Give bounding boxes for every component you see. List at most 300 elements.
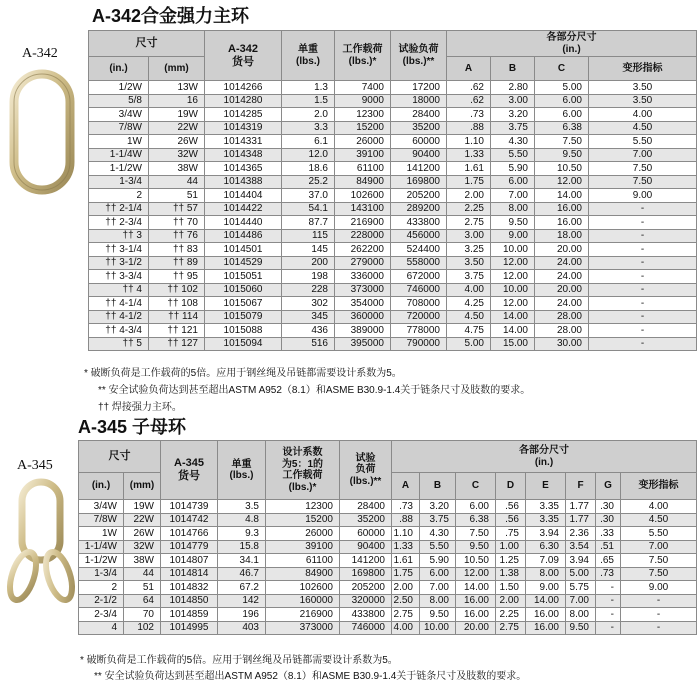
- table-cell: 5.90: [491, 162, 535, 176]
- table-row: [79, 527, 697, 541]
- table-cell: 6.1: [282, 135, 335, 149]
- table-cell: 10.00: [420, 621, 456, 635]
- table-cell: 14.00: [491, 324, 535, 338]
- table-cell: †† 4: [89, 283, 149, 297]
- table-cell: -: [596, 621, 621, 635]
- table-cell: 51: [124, 581, 161, 595]
- table-cell: 20.00: [456, 621, 496, 635]
- table-cell: 7.09: [526, 554, 566, 568]
- table-cell: 336000: [335, 270, 391, 284]
- table-cell: †† 70: [149, 216, 205, 230]
- wll-unit: (lbs.)*: [288, 481, 317, 493]
- in-header: (in.): [89, 57, 149, 81]
- table-cell: -: [589, 256, 697, 270]
- table-row: [89, 189, 697, 203]
- dims-header: [447, 31, 697, 57]
- table-cell: 1014742: [161, 513, 218, 527]
- table-cell: 389000: [335, 324, 391, 338]
- table-cell: -: [589, 337, 697, 351]
- table-row: [79, 594, 697, 608]
- weight-header: [218, 441, 266, 500]
- table-cell: 70: [124, 608, 161, 622]
- table-cell: 9.00: [491, 229, 535, 243]
- table-cell: 28400: [340, 500, 392, 514]
- table-cell: 433800: [340, 608, 392, 622]
- table-cell: †† 108: [149, 297, 205, 311]
- table-row: [89, 175, 697, 189]
- dim-a-header: A: [447, 57, 491, 81]
- table-row: [89, 121, 697, 135]
- table-cell: †† 2-3/4: [89, 216, 149, 230]
- table-cell: 1014501: [205, 243, 282, 257]
- table-cell: -: [589, 283, 697, 297]
- table-cell: 2.00: [447, 189, 491, 203]
- table-cell: 1014422: [205, 202, 282, 216]
- table-cell: †† 3-1/4: [89, 243, 149, 257]
- table-cell: 54.1: [282, 202, 335, 216]
- table-cell: 84900: [335, 175, 391, 189]
- table-cell: 4.00: [392, 621, 420, 635]
- table-cell: 2.75: [392, 608, 420, 622]
- table-cell: 9.00: [526, 581, 566, 595]
- table-cell: 1.33: [447, 148, 491, 162]
- table-cell: 14.00: [526, 594, 566, 608]
- wll-label-line1: 设计系数: [282, 447, 323, 458]
- table-cell: 5.00: [566, 567, 596, 581]
- table-cell: 524400: [391, 243, 447, 257]
- table-cell: 7.00: [491, 189, 535, 203]
- table-cell: .75: [496, 527, 526, 541]
- table-cell: 14.00: [456, 581, 496, 595]
- table-cell: 61100: [335, 162, 391, 176]
- table-cell: 1-1/2W: [89, 162, 149, 176]
- table-cell: 4.75: [447, 324, 491, 338]
- table-cell: -: [621, 608, 697, 622]
- table-cell: 90400: [340, 540, 392, 554]
- table-cell: 7.00: [589, 148, 697, 162]
- table-cell: 145: [282, 243, 335, 257]
- table-cell: 12.00: [491, 256, 535, 270]
- table-cell: 7400: [335, 81, 391, 95]
- proof-label-line2: 负荷: [355, 464, 376, 476]
- table-cell: 2: [79, 581, 124, 595]
- table-cell: 1-1/4W: [79, 540, 124, 554]
- table-cell: 279000: [335, 256, 391, 270]
- table-cell: 1014266: [205, 81, 282, 95]
- table-row: [79, 567, 697, 581]
- table-cell: 20.00: [535, 283, 589, 297]
- table-cell: 2: [89, 189, 149, 203]
- table-cell: 26W: [149, 135, 205, 149]
- table-cell: 1-3/4: [79, 567, 124, 581]
- table-cell: 516: [282, 337, 335, 351]
- table-cell: 18.00: [535, 229, 589, 243]
- table-cell: 1.00: [496, 540, 526, 554]
- table-cell: 746000: [340, 621, 392, 635]
- table-cell: 1014995: [161, 621, 218, 635]
- table-cell: 289200: [391, 202, 447, 216]
- table-cell: .33: [596, 527, 621, 541]
- table-cell: .73: [596, 567, 621, 581]
- table-cell: .73: [392, 500, 420, 514]
- table-row: [89, 337, 697, 351]
- table-cell: 67.2: [218, 581, 266, 595]
- table-cell: 3.50: [447, 256, 491, 270]
- table-cell: 1015094: [205, 337, 282, 351]
- table-cell: 708000: [391, 297, 447, 311]
- dim-a-header: A: [392, 473, 420, 500]
- table-cell: 10.00: [491, 243, 535, 257]
- table-cell: 20.00: [535, 243, 589, 257]
- size-header: 尺寸: [89, 31, 205, 57]
- table-row: [89, 81, 697, 95]
- table-cell: 16.00: [535, 216, 589, 230]
- mm-header: (mm): [124, 473, 161, 500]
- table-cell: 10.50: [535, 162, 589, 176]
- table-cell: 1014814: [161, 567, 218, 581]
- table-cell: 5.50: [420, 540, 456, 554]
- dim-g-header: G: [596, 473, 621, 500]
- table-cell: .62: [447, 94, 491, 108]
- table-cell: 3.50: [589, 81, 697, 95]
- table-cell: 9.50: [535, 148, 589, 162]
- table-cell: 205200: [391, 189, 447, 203]
- table-cell: 6.00: [420, 567, 456, 581]
- table-cell: 2.75: [447, 216, 491, 230]
- table-cell: 1014365: [205, 162, 282, 176]
- table-row: [89, 148, 697, 162]
- table-cell: 24.00: [535, 270, 589, 284]
- table-cell: 7.50: [456, 527, 496, 541]
- table-cell: 12.00: [491, 297, 535, 311]
- table-cell: †† 4-1/2: [89, 310, 149, 324]
- table-cell: 6.00: [491, 175, 535, 189]
- table-cell: 24.00: [535, 297, 589, 311]
- wll-header: [335, 31, 391, 81]
- table-cell: 6.38: [535, 121, 589, 135]
- table-cell: 4.25: [447, 297, 491, 311]
- table-cell: 9.00: [621, 581, 697, 595]
- table-row: [89, 135, 697, 149]
- table-cell: 26W: [124, 527, 161, 541]
- table-cell: -: [596, 594, 621, 608]
- table-cell: 37.0: [282, 189, 335, 203]
- table-cell: 169800: [340, 567, 392, 581]
- table-cell: 3.20: [491, 108, 535, 122]
- table-cell: †† 5: [89, 337, 149, 351]
- weight-label: 单重: [298, 44, 318, 55]
- table-cell: 19W: [124, 500, 161, 514]
- table-cell: 3.75: [420, 513, 456, 527]
- part-no-label: 货号: [178, 470, 200, 482]
- table-row: [79, 500, 697, 514]
- table-cell: 1014850: [161, 594, 218, 608]
- table-cell: 19W: [149, 108, 205, 122]
- table-cell: 6.00: [535, 108, 589, 122]
- table-row: [89, 324, 697, 338]
- table-cell: 1015060: [205, 283, 282, 297]
- table-cell: 2.36: [566, 527, 596, 541]
- table-cell: 1.10: [447, 135, 491, 149]
- table-cell: 395000: [335, 337, 391, 351]
- table-row: [79, 608, 697, 622]
- table-cell: †† 95: [149, 270, 205, 284]
- table-cell: 3.5: [218, 500, 266, 514]
- table-row: [79, 621, 697, 635]
- table-cell: 22W: [149, 121, 205, 135]
- a342-note-2: ** 安全试验负荷达到甚至超出ASTM A952（8.1）和ASME B30.9-1.4关于链条尺寸及肢数的要求。: [98, 385, 531, 396]
- table-cell: -: [589, 229, 697, 243]
- table-cell: 1-1/4W: [89, 148, 149, 162]
- table-cell: 28.00: [535, 324, 589, 338]
- table-cell: 1014739: [161, 500, 218, 514]
- table-cell: 3.35: [526, 500, 566, 514]
- table-cell: †† 3: [89, 229, 149, 243]
- table-cell: 4.30: [491, 135, 535, 149]
- table-cell: -: [589, 297, 697, 311]
- table-cell: 13W: [149, 81, 205, 95]
- table-cell: 12.0: [282, 148, 335, 162]
- table-cell: 1/2W: [89, 81, 149, 95]
- table-cell: 34.1: [218, 554, 266, 568]
- wll-unit: (lbs.)*: [348, 55, 377, 67]
- table-cell: 12.00: [491, 270, 535, 284]
- table-cell: 15.00: [491, 337, 535, 351]
- table-cell: 10.50: [456, 554, 496, 568]
- table-cell: 198: [282, 270, 335, 284]
- table-cell: 15200: [335, 121, 391, 135]
- table-cell: 60000: [391, 135, 447, 149]
- table-row: [89, 202, 697, 216]
- table-cell: 28.00: [535, 310, 589, 324]
- table-cell: 3/4W: [79, 500, 124, 514]
- a345-title: A-345 子母环: [78, 417, 187, 437]
- table-cell: 1014832: [161, 581, 218, 595]
- table-cell: .56: [496, 500, 526, 514]
- table-row: [89, 310, 697, 324]
- table-cell: 403: [218, 621, 266, 635]
- table-cell: †† 4-3/4: [89, 324, 149, 338]
- dim-c-header: C: [535, 57, 589, 81]
- table-cell: 3.75: [491, 121, 535, 135]
- table-cell: 1014766: [161, 527, 218, 541]
- table-cell: 1.25: [496, 554, 526, 568]
- table-cell: 5/8: [89, 94, 149, 108]
- table-cell: 102: [124, 621, 161, 635]
- table-cell: 7.00: [621, 540, 697, 554]
- table-cell: -: [596, 581, 621, 595]
- table-cell: 87.7: [282, 216, 335, 230]
- table-cell: 6.00: [456, 500, 496, 514]
- table-cell: 354000: [335, 297, 391, 311]
- table-cell: 12300: [266, 500, 340, 514]
- proof-header: [391, 31, 447, 81]
- table-cell: 228000: [335, 229, 391, 243]
- wll-label-line3: 工作载荷: [282, 470, 323, 481]
- table-cell: 16.00: [526, 621, 566, 635]
- proof-unit: (lbs.)**: [349, 475, 382, 487]
- table-cell: .62: [447, 81, 491, 95]
- table-cell: 1.33: [392, 540, 420, 554]
- table-cell: 1014348: [205, 148, 282, 162]
- proof-unit: (lbs.)**: [402, 55, 435, 67]
- table-cell: 228: [282, 283, 335, 297]
- table-cell: 558000: [391, 256, 447, 270]
- table-cell: 200: [282, 256, 335, 270]
- table-cell: 746000: [391, 283, 447, 297]
- weight-unit: (lbs.): [229, 470, 254, 481]
- table-cell: †† 114: [149, 310, 205, 324]
- table-cell: 141200: [340, 554, 392, 568]
- table-cell: 216900: [335, 216, 391, 230]
- table-cell: -: [589, 243, 697, 257]
- wll-label: 工作载荷: [342, 44, 383, 55]
- table-cell: 1.3: [282, 81, 335, 95]
- table-cell: 7/8W: [89, 121, 149, 135]
- mm-header: (mm): [149, 57, 205, 81]
- table-cell: 39100: [266, 540, 340, 554]
- table-cell: 433800: [391, 216, 447, 230]
- table-cell: 1014280: [205, 94, 282, 108]
- table-cell: 30.00: [535, 337, 589, 351]
- table-cell: 7.50: [621, 567, 697, 581]
- table-cell: 35200: [340, 513, 392, 527]
- table-cell: 2-3/4: [79, 608, 124, 622]
- table-cell: -: [589, 270, 697, 284]
- table-cell: 3.20: [420, 500, 456, 514]
- table-cell: 1014319: [205, 121, 282, 135]
- table-cell: 142: [218, 594, 266, 608]
- table-cell: 12.00: [535, 175, 589, 189]
- table-cell: 6.38: [456, 513, 496, 527]
- table-cell: 141200: [391, 162, 447, 176]
- table-cell: 720000: [391, 310, 447, 324]
- table-cell: 4: [79, 621, 124, 635]
- table-cell: 1014779: [161, 540, 218, 554]
- table-cell: 1W: [89, 135, 149, 149]
- table-cell: 320000: [340, 594, 392, 608]
- table-cell: †† 2-1/4: [89, 202, 149, 216]
- dim-d-header: D: [496, 473, 526, 500]
- table-cell: 25.2: [282, 175, 335, 189]
- model-label: A-345: [174, 457, 204, 470]
- table-cell: 15200: [266, 513, 340, 527]
- table-cell: 778000: [391, 324, 447, 338]
- table-cell: 6.00: [535, 94, 589, 108]
- table-cell: 1.77: [566, 500, 596, 514]
- table-row: [79, 513, 697, 527]
- a345-side-label: A-345: [17, 458, 53, 473]
- table-cell: 4.30: [420, 527, 456, 541]
- dim-c-header: C: [456, 473, 496, 500]
- a345-master-link-assembly-image: [4, 478, 78, 608]
- in-header: (in.): [79, 473, 124, 500]
- table-cell: 8.00: [420, 594, 456, 608]
- table-cell: 345: [282, 310, 335, 324]
- a342-title: A-342合金强力主环: [92, 6, 250, 26]
- table-cell: 3.94: [566, 554, 596, 568]
- table-cell: -: [621, 594, 697, 608]
- table-cell: 169800: [391, 175, 447, 189]
- table-cell: 14.00: [491, 310, 535, 324]
- table-cell: 1.38: [496, 567, 526, 581]
- proof-label-line1: 试验: [355, 452, 376, 464]
- table-cell: 7.00: [420, 581, 456, 595]
- table-cell: 4.50: [621, 513, 697, 527]
- table-cell: 672000: [391, 270, 447, 284]
- table-cell: 38W: [124, 554, 161, 568]
- table-cell: †† 4-1/4: [89, 297, 149, 311]
- table-cell: 4.50: [447, 310, 491, 324]
- part-no-label: 货号: [232, 55, 254, 68]
- table-row: [89, 297, 697, 311]
- table-cell: 12300: [335, 108, 391, 122]
- weight-header: [282, 31, 335, 81]
- table-cell: 44: [149, 175, 205, 189]
- table-cell: 7.50: [589, 162, 697, 176]
- table-cell: 2.00: [392, 581, 420, 595]
- model-header: [205, 31, 282, 81]
- table-cell: 436: [282, 324, 335, 338]
- table-cell: 1014440: [205, 216, 282, 230]
- size-header: 尺寸: [79, 441, 161, 473]
- table-cell: .73: [447, 108, 491, 122]
- table-cell: 26000: [335, 135, 391, 149]
- dim-e-header: E: [526, 473, 566, 500]
- dim-b-header: B: [420, 473, 456, 500]
- a345-table-body: [79, 500, 697, 635]
- table-cell: 2.50: [392, 594, 420, 608]
- table-cell: 1-1/2W: [79, 554, 124, 568]
- table-cell: †† 121: [149, 324, 205, 338]
- proof-header: [340, 441, 392, 500]
- table-cell: 302: [282, 297, 335, 311]
- table-cell: 3.54: [566, 540, 596, 554]
- table-cell: 16.00: [456, 594, 496, 608]
- table-cell: 1014486: [205, 229, 282, 243]
- table-cell: 1014285: [205, 108, 282, 122]
- table-cell: .30: [596, 500, 621, 514]
- table-row: [79, 540, 697, 554]
- table-cell: 1.75: [447, 175, 491, 189]
- table-cell: 5.50: [491, 148, 535, 162]
- table-cell: 102600: [335, 189, 391, 203]
- table-cell: 1.77: [566, 513, 596, 527]
- a345-note-1: * 破断负荷是工作载荷的5倍。应用于钢丝绳及吊链都需要设计系数为5。: [80, 655, 398, 666]
- table-cell: 8.00: [526, 567, 566, 581]
- table-cell: 3.3: [282, 121, 335, 135]
- table-cell: 1.61: [447, 162, 491, 176]
- a342-note-3: †† 焊接强力主环。: [98, 402, 182, 413]
- table-cell: 3.35: [526, 513, 566, 527]
- a342-master-link-image: [6, 68, 78, 196]
- table-cell: 1014404: [205, 189, 282, 203]
- table-cell: 16.00: [526, 608, 566, 622]
- table-cell: 8.00: [491, 202, 535, 216]
- table-cell: 360000: [335, 310, 391, 324]
- table-cell: 32W: [124, 540, 161, 554]
- table-cell: 9.50: [420, 608, 456, 622]
- wll-label-line2: 为5：1的: [281, 458, 324, 470]
- dims-header: [392, 441, 697, 473]
- table-cell: 16.00: [456, 608, 496, 622]
- dims-label: 各部分尺寸: [519, 445, 569, 456]
- table-cell: 10.00: [491, 283, 535, 297]
- table-cell: 3.75: [447, 270, 491, 284]
- table-cell: 2.0: [282, 108, 335, 122]
- table-cell: 2.25: [496, 608, 526, 622]
- table-cell: 5.00: [447, 337, 491, 351]
